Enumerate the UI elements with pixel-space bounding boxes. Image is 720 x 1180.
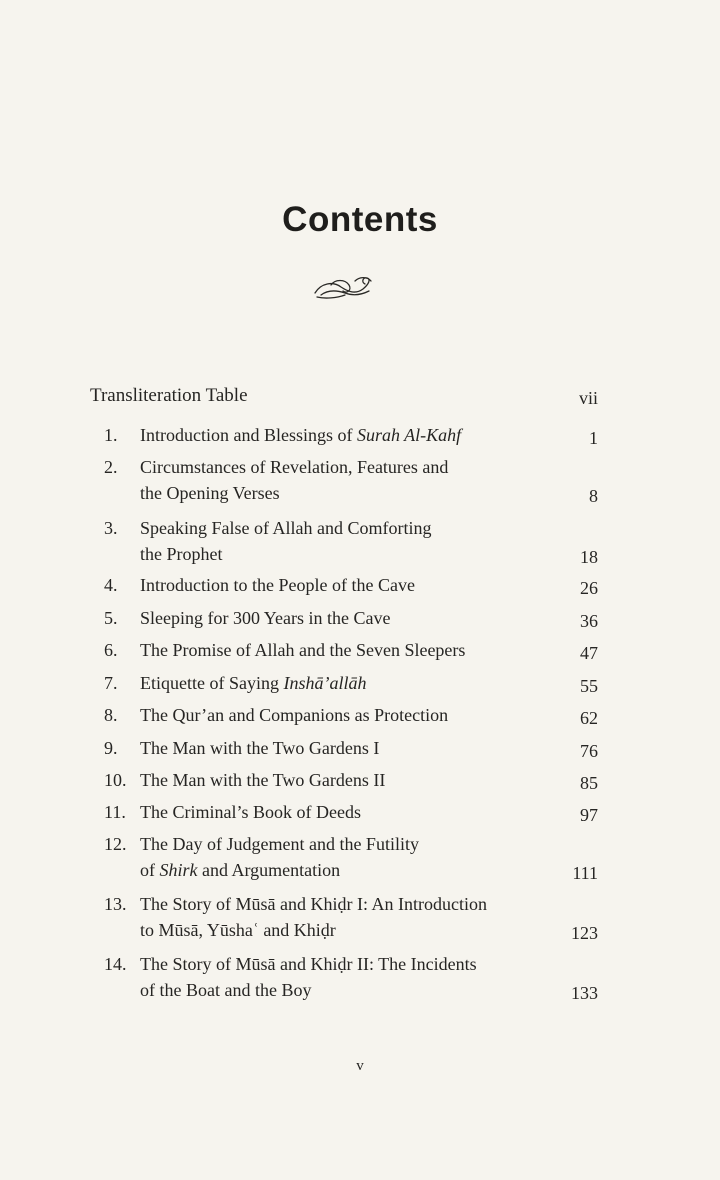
toc-entry-number: 4. bbox=[104, 575, 118, 595]
toc-entry-title[interactable]: Sleeping for 300 Years in the Cave bbox=[140, 608, 391, 628]
toc-entry-number: 12. bbox=[104, 834, 127, 854]
toc-entry-number: 9. bbox=[104, 738, 118, 758]
page-title: Contents bbox=[282, 200, 438, 239]
toc-entry-page: 62 bbox=[580, 708, 598, 728]
toc-entry-number: 8. bbox=[104, 705, 118, 725]
toc-entry-title[interactable]: Introduction to the People of the Cave bbox=[140, 575, 415, 595]
toc-entry-page: 85 bbox=[580, 773, 598, 793]
toc-entry-title[interactable]: The Story of Mūsā and Khiḍr I: An Introduction bbox=[140, 894, 487, 914]
toc-entry-page: 123 bbox=[571, 923, 598, 943]
toc-entry-page: 8 bbox=[589, 486, 598, 506]
toc-entry-title[interactable]: The Qur’an and Companions as Protection bbox=[140, 705, 449, 725]
toc-entry-title[interactable]: the Opening Verses bbox=[140, 483, 280, 503]
transliteration-table-label: Transliteration Table bbox=[90, 385, 248, 406]
toc-entry-number: 10. bbox=[104, 770, 127, 790]
toc-entry-title[interactable]: The Day of Judgement and the Futility bbox=[140, 834, 419, 854]
toc-entry-title[interactable]: The Criminal’s Book of Deeds bbox=[140, 802, 361, 822]
toc-entry-title[interactable]: the Prophet bbox=[140, 544, 223, 564]
toc-entry-title[interactable]: Speaking False of Allah and Comforting bbox=[140, 518, 432, 538]
toc-entry-title[interactable]: The Man with the Two Gardens II bbox=[140, 770, 386, 790]
toc-entry-page: 18 bbox=[580, 547, 598, 567]
toc-entry-title[interactable]: Etiquette of Saying Inshā’allāh bbox=[140, 673, 367, 693]
toc-entry-title[interactable]: Circumstances of Revelation, Features and bbox=[140, 457, 449, 477]
toc-entry-title[interactable]: The Man with the Two Gardens I bbox=[140, 738, 380, 758]
toc-entry-number: 1. bbox=[104, 425, 118, 445]
toc-entry-title[interactable]: to Mūsā, Yūshaʿ and Khiḍr bbox=[140, 920, 336, 940]
toc-entry-page: 76 bbox=[580, 741, 598, 761]
toc-entry-page: 1 bbox=[589, 428, 598, 448]
toc-entry-number: 6. bbox=[104, 640, 118, 660]
toc-entry-number: 3. bbox=[104, 518, 118, 538]
toc-entry-number: 7. bbox=[104, 673, 118, 693]
toc-entry-number: 11. bbox=[104, 802, 126, 822]
toc-entry-page: 111 bbox=[572, 863, 598, 883]
folio-page-number: v bbox=[356, 1058, 364, 1074]
toc-entry-page: 47 bbox=[580, 643, 598, 663]
toc-entry-title[interactable]: The Story of Mūsā and Khiḍr II: The Incidents bbox=[140, 954, 477, 974]
toc-entry-title[interactable]: of Shirk and Argumentation bbox=[140, 860, 341, 880]
toc-entry-number: 14. bbox=[104, 954, 127, 974]
toc-entry-title[interactable]: The Promise of Allah and the Seven Sleepers bbox=[140, 640, 466, 660]
toc-entry-page: 26 bbox=[580, 578, 598, 598]
toc-entry-page: 97 bbox=[580, 805, 598, 825]
toc-entry-number: 2. bbox=[104, 457, 118, 477]
toc-entry-title[interactable]: Introduction and Blessings of Surah Al-Kahf bbox=[140, 425, 462, 445]
toc-entry-page: 36 bbox=[580, 611, 598, 631]
toc-entry-number: 5. bbox=[104, 608, 118, 628]
toc-entry-title[interactable]: of the Boat and the Boy bbox=[140, 980, 312, 1000]
transliteration-table-page: vii bbox=[578, 388, 598, 408]
toc-entry-number: 13. bbox=[104, 894, 127, 914]
toc-entry-page: 133 bbox=[571, 983, 598, 1003]
toc-entry-page: 55 bbox=[580, 676, 598, 696]
